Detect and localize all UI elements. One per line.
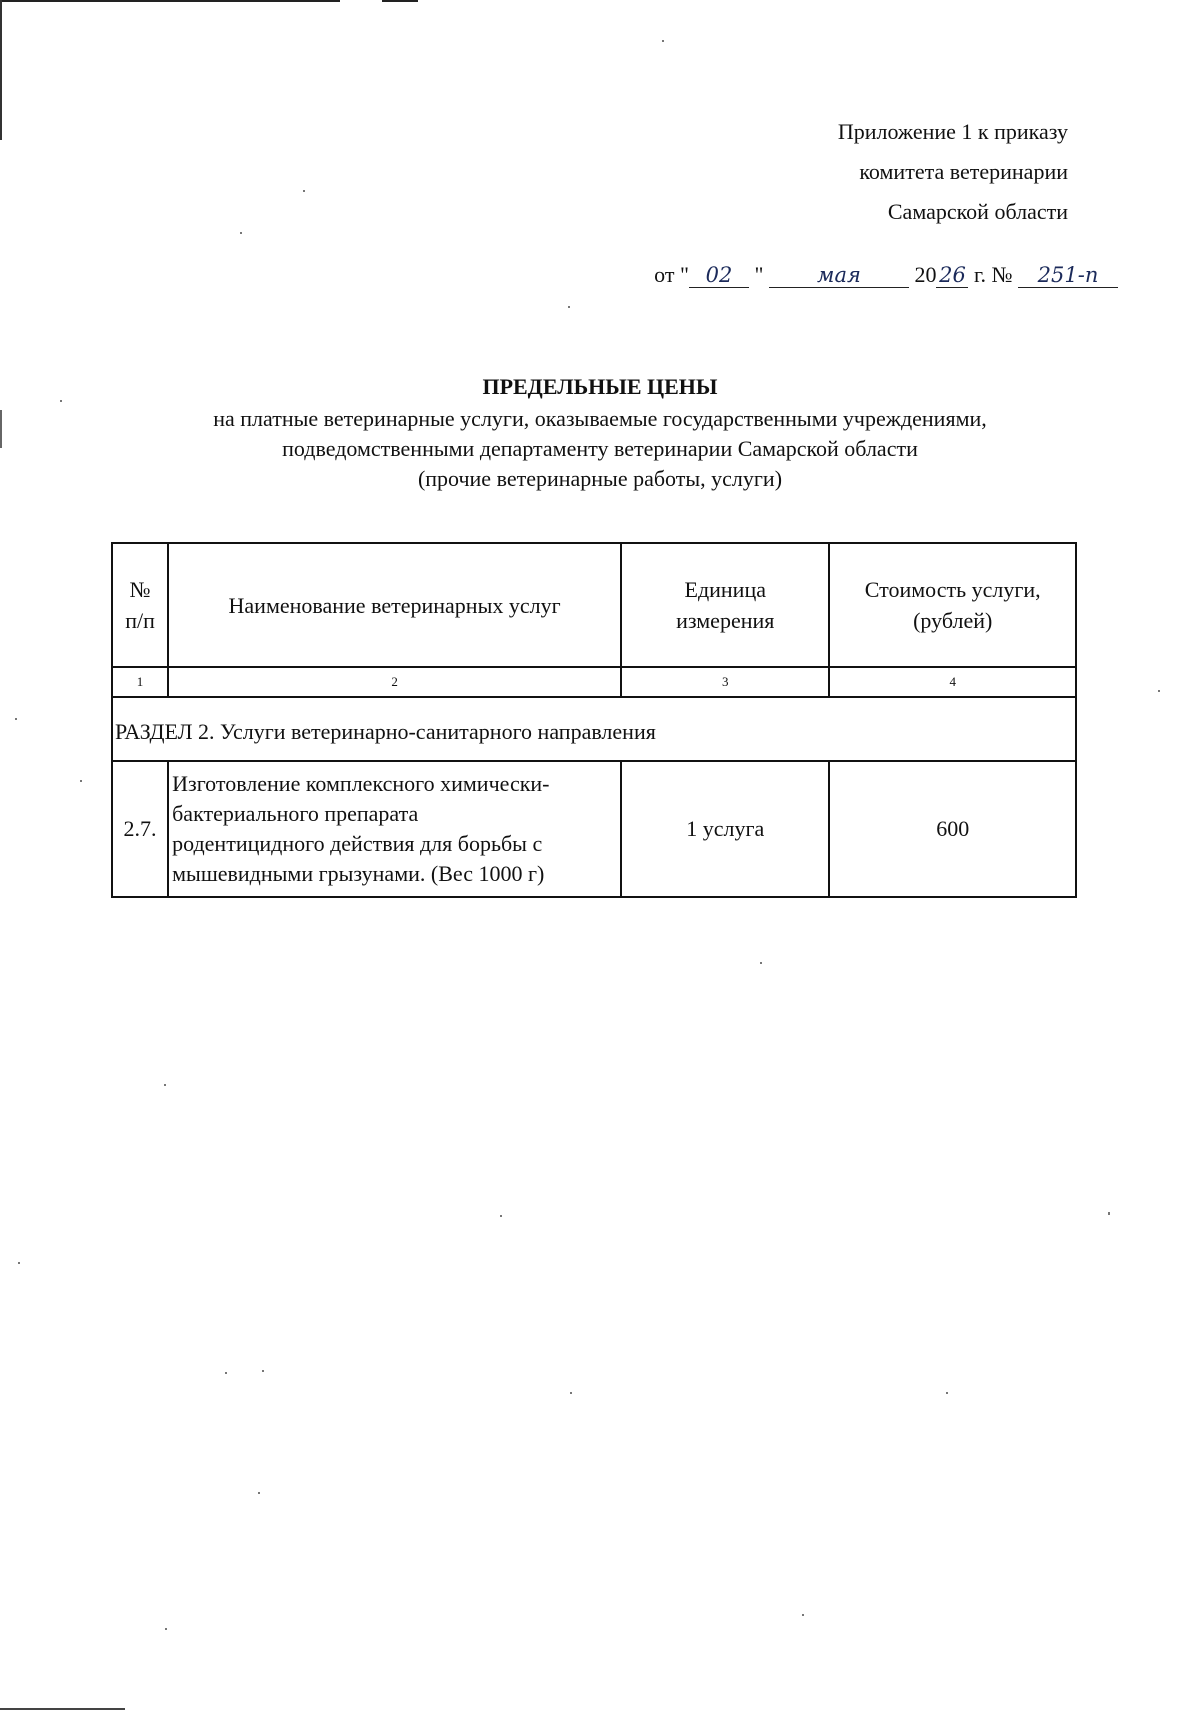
header-unit: Единица измерения bbox=[621, 543, 829, 667]
scan-artifact-left-edge bbox=[0, 0, 2, 140]
appendix-line-1: Приложение 1 к приказу bbox=[837, 119, 1068, 144]
order-date-number-line bbox=[654, 262, 1118, 288]
scan-speck bbox=[1158, 690, 1160, 692]
table-row bbox=[112, 761, 1076, 897]
price-table bbox=[111, 542, 1077, 898]
column-number-4: 4 bbox=[829, 667, 1076, 697]
scan-speck bbox=[258, 1492, 260, 1494]
scan-speck bbox=[570, 1392, 572, 1394]
scan-artifact-top-line bbox=[0, 0, 340, 2]
table-header-row bbox=[112, 543, 1076, 667]
header-service-name: Наименование ветеринарных услуг bbox=[168, 543, 621, 667]
row-cost: 600 bbox=[829, 761, 1076, 897]
scan-speck bbox=[80, 780, 82, 782]
scan-speck bbox=[500, 1215, 502, 1217]
scan-speck bbox=[240, 232, 242, 234]
document-subtitle-line-1: на платные ветеринарные услуги, оказываемые государственными учреждениями, bbox=[213, 406, 987, 431]
scan-speck bbox=[262, 1370, 264, 1372]
order-number-handwritten: 251-п bbox=[1018, 263, 1118, 288]
row-number: 2.7. bbox=[112, 761, 168, 897]
scan-speck bbox=[18, 1262, 20, 1264]
scan-speck bbox=[165, 1628, 167, 1630]
order-prefix: от " bbox=[654, 262, 689, 287]
section-title: РАЗДЕЛ 2. Услуги ветеринарно-санитарного направления bbox=[112, 697, 1076, 761]
order-year-handwritten: 26 bbox=[936, 263, 968, 288]
order-year-prefix: 20 bbox=[914, 262, 937, 287]
column-number-2: 2 bbox=[168, 667, 621, 697]
scan-speck bbox=[1108, 1212, 1110, 1215]
appendix-line-3: Самарской области bbox=[887, 199, 1068, 224]
column-number-1: 1 bbox=[112, 667, 168, 697]
header-number: № п/п bbox=[112, 543, 168, 667]
section-row bbox=[112, 697, 1076, 761]
scan-speck bbox=[15, 718, 17, 720]
column-numbers-row bbox=[112, 667, 1076, 697]
scan-speck bbox=[60, 400, 62, 402]
order-month-handwritten: мая bbox=[769, 263, 909, 288]
order-day-handwritten: 02 bbox=[689, 263, 749, 288]
appendix-block bbox=[838, 112, 1068, 232]
scan-speck bbox=[760, 962, 762, 964]
order-quote-close: " bbox=[748, 262, 764, 287]
scan-speck bbox=[662, 40, 664, 42]
row-unit: 1 услуга bbox=[621, 761, 829, 897]
document-subtitle-line-2: подведомственными департаменту ветеринарии Самарской области bbox=[282, 436, 918, 461]
header-cost: Стоимость услуги, (рублей) bbox=[829, 543, 1076, 667]
document-title-block bbox=[100, 370, 1100, 494]
column-number-3: 3 bbox=[621, 667, 829, 697]
order-number-label: г. № bbox=[973, 262, 1013, 287]
scan-speck bbox=[946, 1392, 948, 1394]
scan-speck bbox=[225, 1372, 227, 1374]
row-service-name: Изготовление комплексного химически- бактериального препарата родентицидного действия для борьбы с мышевидными грызунами. (Вес 1000 г) bbox=[168, 761, 621, 897]
scan-speck bbox=[164, 1084, 166, 1086]
scan-artifact-left-edge-2 bbox=[0, 410, 2, 448]
scan-artifact-top-line-2 bbox=[382, 0, 418, 2]
scan-artifact-bottom-line bbox=[0, 1708, 125, 1710]
scan-speck bbox=[802, 1614, 804, 1616]
document-heading: ПРЕДЕЛЬНЫЕ ЦЕНЫ bbox=[482, 374, 718, 399]
appendix-line-2: комитета ветеринарии bbox=[859, 159, 1068, 184]
document-subtitle-line-3: (прочие ветеринарные работы, услуги) bbox=[417, 466, 783, 491]
scan-speck bbox=[568, 306, 570, 308]
scan-speck bbox=[303, 190, 305, 192]
